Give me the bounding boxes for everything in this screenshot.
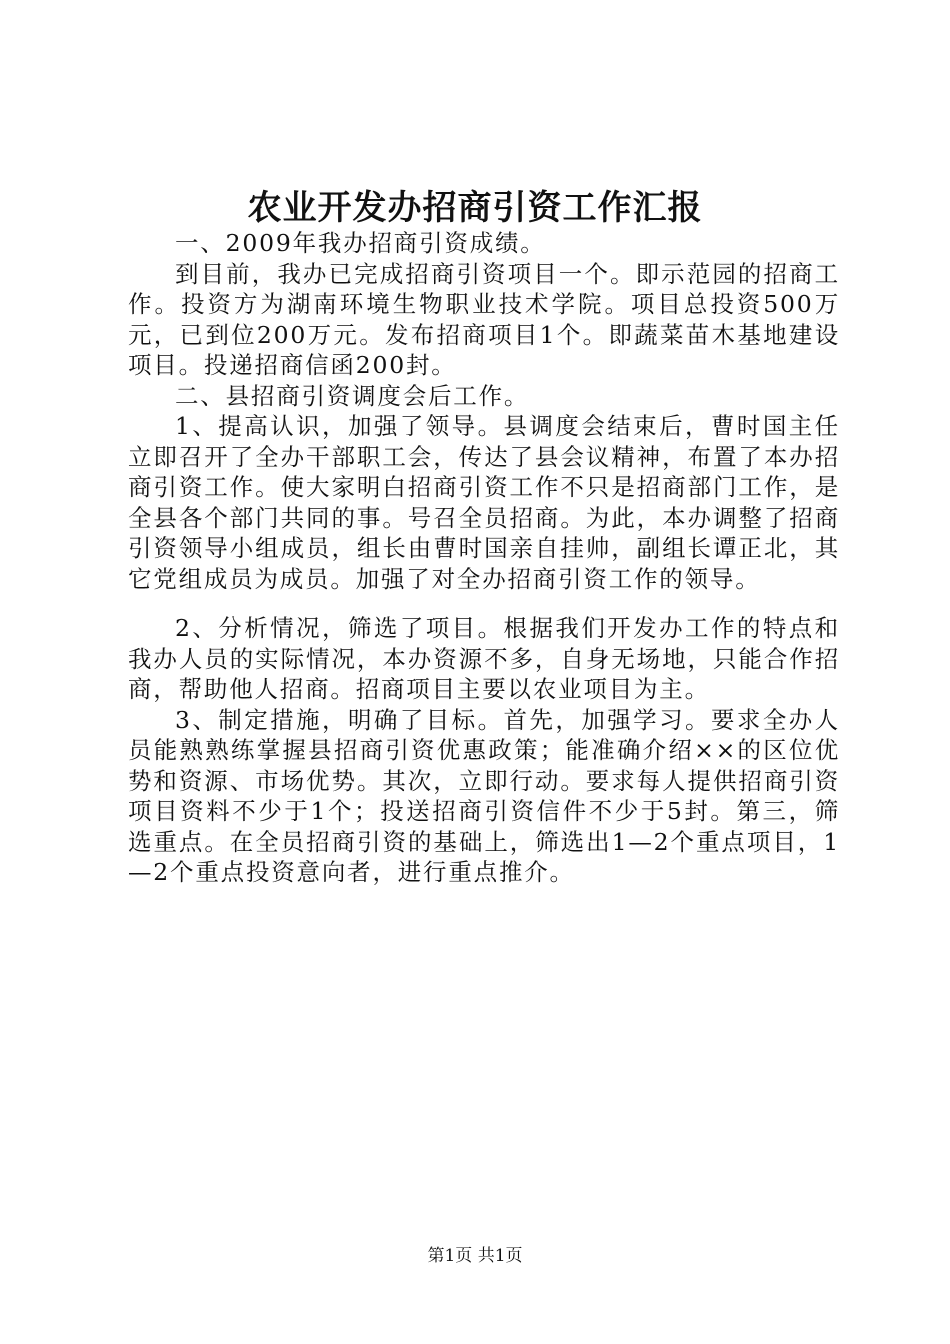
document-title: 农业开发办招商引资工作汇报 xyxy=(247,188,703,228)
paragraph-achievements: 到目前，我办已完成招商引资项目一个。即示范园的招商工作。投资方为湖南环境生物职业技术学院。项目总投资500万元，已到位200万元。发布招商项目1个。即蔬菜苗木基地建设项目。投递招商信函200封。 xyxy=(128,259,840,379)
paragraph-item-1: 1、提高认识，加强了领导。县调度会结束后，曹时国主任立即召开了全办干部职工会，传达了县会议精神，布置了本办招商引资工作。使大家明白招商引资工作不只是招商部门工作，是全县各个部门共同的事。号召全员招商。为此，本办调整了招商引资领导小组成员，组长由曹时国亲自挂帅，副组长谭正北，其它党组成员为成员。加强了对全办招商引资工作的领导。 xyxy=(128,412,840,593)
document-body xyxy=(128,228,840,888)
paragraph-item-3: 3、制定措施，明确了目标。首先，加强学习。要求全办人员能熟熟练掌握县招商引资优惠政策；能准确介绍××的区位优势和资源、市场优势。其次，立即行动。要求每人提供招商引资项目资料不少于1个；投送招商引资信件不少于5封。第三，筛选重点。在全员招商引资的基础上，筛选出1—2个重点项目，1—2个重点投资意向者，进行重点推介。 xyxy=(128,705,840,886)
section-heading-1: 一、2009年我办招商引资成绩。 xyxy=(175,229,546,257)
section-heading-2: 二、县招商引资调度会后工作。 xyxy=(175,381,530,410)
paragraph-item-2: 2、分析情况，筛选了项目。根据我们开发办工作的特点和我办人员的实际情况，本办资源不多，自身无场地，只能合作招商，帮助他人招商。招商项目主要以农业项目为主。 xyxy=(128,614,840,703)
page-number-footer: 第1页 共1页 xyxy=(427,1246,523,1266)
